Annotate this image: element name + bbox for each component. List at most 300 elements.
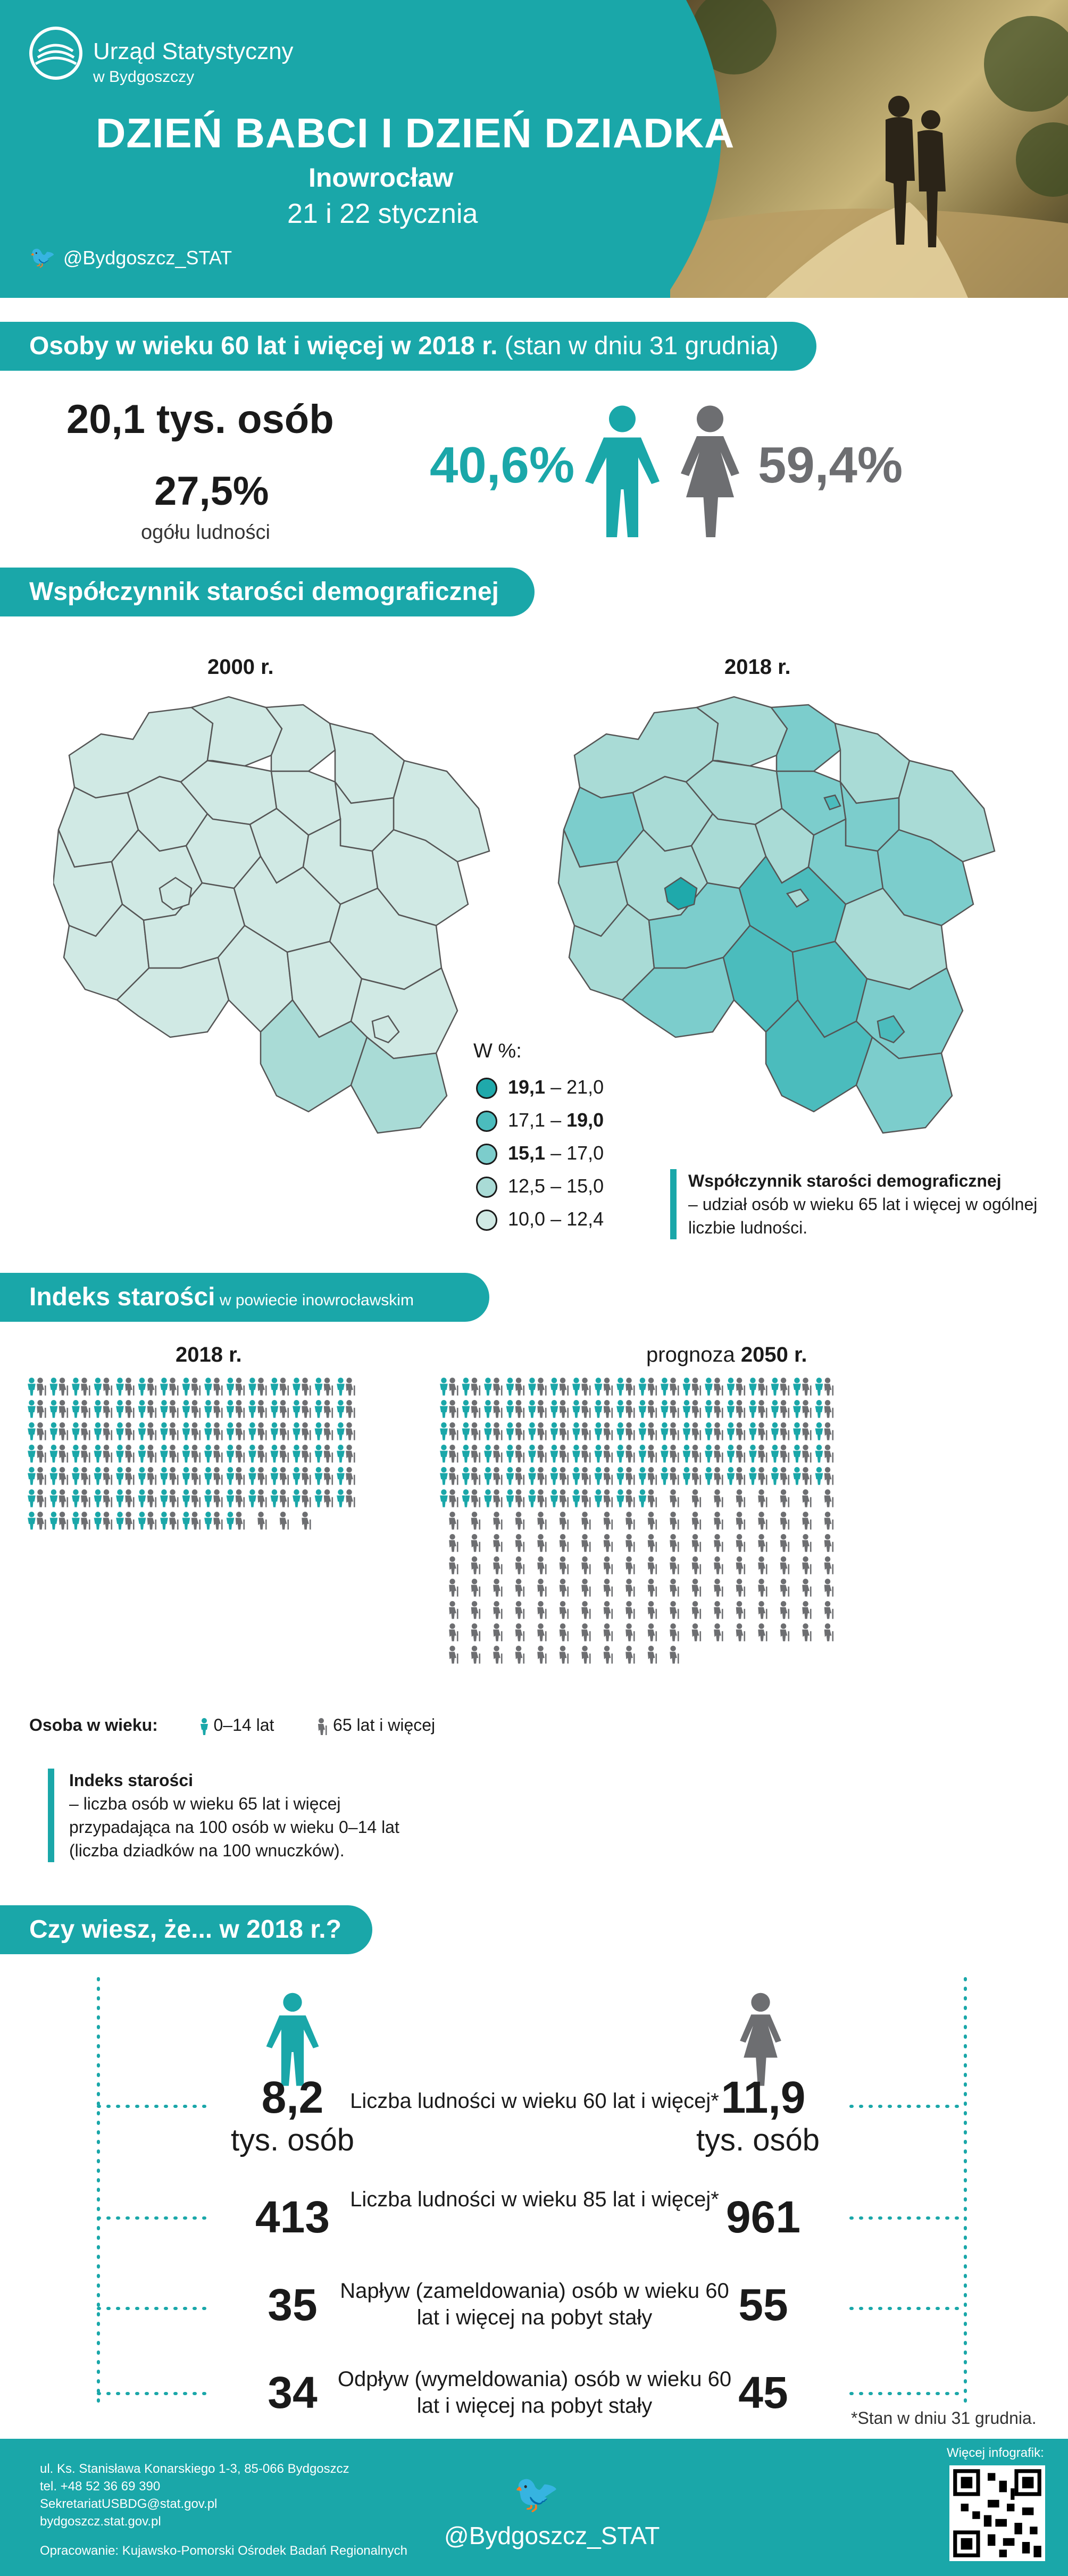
senior-figure	[714, 1579, 723, 1597]
senior-figure	[604, 1579, 613, 1597]
child-figure	[50, 1445, 58, 1463]
child-figure	[616, 1467, 624, 1485]
senior-figure	[302, 1445, 311, 1463]
senior-figure	[37, 1445, 46, 1463]
senior-figure	[493, 1400, 502, 1418]
child-figure	[72, 1489, 80, 1507]
people-legend-label: Osoba w wieku:	[29, 1715, 158, 1735]
section1-title-bold: Osoby w wieku 60 lat i więcej w 2018 r.	[29, 332, 498, 360]
senior-figure	[625, 1512, 635, 1530]
legend-row: 19,1 – 21,0	[476, 1074, 604, 1100]
child-figure	[550, 1400, 558, 1418]
senior-figure	[537, 1579, 546, 1597]
senior-figure	[824, 1378, 833, 1396]
child-figure	[160, 1489, 168, 1507]
senior-figure	[515, 1601, 524, 1619]
legend-row: 17,1 – 19,0	[476, 1107, 604, 1133]
child-figure	[94, 1489, 102, 1507]
senior-figure	[493, 1623, 502, 1641]
child-figure	[116, 1489, 124, 1507]
senior-figure	[191, 1378, 201, 1396]
address: ul. Ks. Stanisława Konarskiego 1-3, 85-066 Bydgoszcz	[40, 2462, 349, 2476]
legend-swatch-2	[476, 1111, 497, 1132]
senior-figure	[515, 1400, 524, 1418]
senior-figure	[648, 1400, 657, 1418]
senior-figure	[604, 1378, 613, 1396]
senior-figure	[824, 1489, 833, 1507]
senior-figure	[648, 1601, 657, 1619]
senior-figure	[560, 1623, 569, 1641]
senior-figure	[604, 1556, 613, 1574]
child-figure	[683, 1445, 691, 1463]
senior-figure	[125, 1489, 134, 1507]
share-60plus: 27,5%	[154, 469, 269, 514]
senior-figure	[346, 1400, 355, 1418]
child-figure	[727, 1378, 735, 1396]
legend-swatch-1	[476, 1078, 497, 1099]
senior-figure	[714, 1601, 723, 1619]
senior-figure	[169, 1489, 178, 1507]
child-figure	[528, 1467, 536, 1485]
senior-figure	[537, 1445, 546, 1463]
legend-young-label: 0–14 lat	[213, 1715, 274, 1735]
definition-title: Współczynnik starości demograficznej	[688, 1171, 1002, 1190]
senior-figure	[581, 1534, 590, 1552]
senior-figure	[581, 1579, 590, 1597]
legend-to: 19,0	[566, 1109, 604, 1131]
senior-figure	[625, 1400, 635, 1418]
senior-figure	[560, 1422, 569, 1440]
senior-figure	[280, 1445, 289, 1463]
child-figure	[462, 1400, 470, 1418]
senior-figure	[537, 1534, 546, 1552]
legend-from: 15,1	[508, 1142, 546, 1164]
child-figure	[484, 1400, 492, 1418]
senior-figure	[537, 1646, 546, 1664]
senior-figure	[625, 1623, 635, 1641]
definition-text: – liczba osób w wieku 65 lat i więcej przypadająca na 100 osób w wieku 0–14 lat (liczba dziadków na 100 wnuczków).	[69, 1794, 399, 1860]
senior-figure	[714, 1623, 723, 1641]
child-figure	[160, 1445, 168, 1463]
child-figure	[28, 1489, 36, 1507]
senior-figure	[802, 1623, 811, 1641]
child-figure	[440, 1467, 448, 1485]
senior-figure	[236, 1489, 245, 1507]
senior-figure	[802, 1422, 811, 1440]
child-figure	[116, 1445, 124, 1463]
senior-figure	[125, 1445, 134, 1463]
child-figure	[204, 1378, 212, 1396]
senior-figure	[302, 1400, 311, 1418]
child-figure	[160, 1400, 168, 1418]
senior-figure	[714, 1556, 723, 1574]
child-figure	[28, 1467, 36, 1485]
senior-figure	[692, 1378, 701, 1396]
child-figure	[661, 1400, 669, 1418]
child-figure	[683, 1467, 691, 1485]
senior-figure	[302, 1512, 311, 1530]
senior-figure	[169, 1445, 178, 1463]
child-figure	[616, 1400, 624, 1418]
child-figure	[440, 1400, 448, 1418]
senior-figure	[802, 1579, 811, 1597]
senior-figure	[758, 1445, 767, 1463]
map-2000	[53, 691, 521, 1144]
senior-figure	[581, 1601, 590, 1619]
child-figure	[160, 1467, 168, 1485]
women-inflow: 55	[738, 2280, 788, 2330]
senior-figure	[670, 1422, 679, 1440]
men-85plus: 413	[255, 2192, 330, 2242]
senior-figure	[280, 1489, 289, 1507]
child-figure	[506, 1467, 514, 1485]
senior-figure	[471, 1445, 480, 1463]
senior-figure	[324, 1467, 333, 1485]
senior-figure	[802, 1512, 811, 1530]
senior-figure	[736, 1400, 745, 1418]
people-legend	[29, 1715, 435, 1735]
senior-figure	[780, 1378, 789, 1396]
child-figure	[72, 1512, 80, 1530]
senior-figure	[37, 1378, 46, 1396]
senior-figure	[324, 1400, 333, 1418]
legend-to: 15,0	[566, 1175, 604, 1197]
child-figure	[182, 1512, 190, 1530]
senior-figure	[648, 1422, 657, 1440]
senior-figure	[59, 1489, 68, 1507]
child-figure	[506, 1422, 514, 1440]
senior-figure	[560, 1400, 569, 1418]
child-figure	[28, 1400, 36, 1418]
child-figure	[484, 1467, 492, 1485]
senior-figure	[824, 1601, 833, 1619]
definition-aging-index	[48, 1769, 410, 1862]
senior-figure	[780, 1422, 789, 1440]
child-figure	[315, 1422, 323, 1440]
child-figure	[506, 1489, 514, 1507]
child-figure	[72, 1422, 80, 1440]
child-figure	[462, 1467, 470, 1485]
senior-figure	[692, 1556, 701, 1574]
senior-figure	[692, 1445, 701, 1463]
senior-figure	[581, 1445, 590, 1463]
senior-figure	[236, 1445, 245, 1463]
page-title: DZIEŃ BABCI I DZIEŃ DZIADKA	[96, 110, 735, 156]
child-figure	[72, 1378, 80, 1396]
child-figure	[138, 1489, 146, 1507]
senior-figure	[449, 1400, 458, 1418]
child-figure	[204, 1422, 212, 1440]
senior-figure	[213, 1512, 222, 1530]
twitter-handle-footer[interactable]: @Bydgoszcz_STAT	[444, 2522, 660, 2549]
section-title-did-you-know: Czy wiesz, że... w 2018 r.?	[0, 1905, 372, 1954]
legend-to: 12,4	[566, 1208, 604, 1230]
child-figure	[227, 1512, 235, 1530]
senior-figure	[191, 1489, 201, 1507]
senior-figure	[824, 1579, 833, 1597]
senior-figure	[714, 1534, 723, 1552]
child-figure	[94, 1445, 102, 1463]
logo-name: Urząd Statystyczny	[93, 38, 294, 64]
senior-figure	[648, 1534, 657, 1552]
child-figure	[771, 1378, 779, 1396]
senior-figure	[692, 1422, 701, 1440]
senior-figure	[670, 1556, 679, 1574]
child-figure	[293, 1445, 301, 1463]
senior-figure	[537, 1556, 546, 1574]
senior-figure	[604, 1512, 613, 1530]
child-figure	[50, 1512, 58, 1530]
child-figure	[204, 1467, 212, 1485]
child-figure	[639, 1378, 647, 1396]
child-figure	[727, 1400, 735, 1418]
twitter-handle-text: @Bydgoszcz_STAT	[63, 247, 232, 269]
child-figure	[315, 1378, 323, 1396]
child-figure	[528, 1400, 536, 1418]
men-outflow: 34	[268, 2367, 318, 2417]
child-figure	[271, 1378, 279, 1396]
child-figure	[572, 1422, 580, 1440]
senior-figure	[515, 1623, 524, 1641]
child-figure	[462, 1378, 470, 1396]
senior-figure	[736, 1623, 745, 1641]
child-figure	[595, 1422, 603, 1440]
senior-figure	[191, 1512, 201, 1530]
section-title-aging-index	[0, 1273, 489, 1322]
child-figure	[138, 1400, 146, 1418]
child-figure	[227, 1445, 235, 1463]
senior-figure	[493, 1646, 502, 1664]
child-figure	[793, 1422, 801, 1440]
senior-figure	[736, 1489, 745, 1507]
senior-figure	[493, 1512, 502, 1530]
website-link[interactable]: bydgoszcz.stat.gov.pl	[40, 2514, 161, 2529]
child-figure	[160, 1378, 168, 1396]
child-figure	[160, 1512, 168, 1530]
child-figure	[248, 1422, 256, 1440]
child-figure	[705, 1445, 713, 1463]
child-figure	[683, 1400, 691, 1418]
child-figure	[28, 1445, 36, 1463]
email-link[interactable]: SekretariatUSBDG@stat.gov.pl	[40, 2497, 218, 2511]
senior-figure	[581, 1400, 590, 1418]
senior-figure	[81, 1512, 90, 1530]
senior-figure	[515, 1579, 524, 1597]
child-figure	[315, 1467, 323, 1485]
child-figure	[550, 1422, 558, 1440]
senior-figure	[581, 1467, 590, 1485]
child-figure	[661, 1445, 669, 1463]
share-label: ogółu ludności	[141, 521, 270, 544]
child-figure	[271, 1400, 279, 1418]
senior-figure	[81, 1378, 90, 1396]
senior-figure	[125, 1467, 134, 1485]
child-figure	[462, 1445, 470, 1463]
senior-figure	[648, 1378, 657, 1396]
senior-figure	[604, 1445, 613, 1463]
child-figure	[639, 1489, 647, 1507]
row-label-inflow: Napływ (zameldowania) osób w wieku 60 lat i więcej na pobyt stały	[340, 2279, 729, 2329]
child-figure	[138, 1512, 146, 1530]
child-figure	[315, 1445, 323, 1463]
senior-figure	[213, 1422, 222, 1440]
child-figure	[572, 1378, 580, 1396]
senior-figure	[802, 1556, 811, 1574]
legend-row: 10,0 – 12,4	[476, 1206, 604, 1232]
child-figure	[182, 1467, 190, 1485]
senior-figure	[625, 1489, 635, 1507]
senior-figure	[560, 1512, 569, 1530]
child-figure	[484, 1489, 492, 1507]
senior-figure	[758, 1378, 767, 1396]
child-figure	[138, 1445, 146, 1463]
child-figure	[815, 1467, 823, 1485]
child-figure	[293, 1489, 301, 1507]
senior-figure	[648, 1579, 657, 1597]
senior-figure	[802, 1534, 811, 1552]
senior-figure	[625, 1579, 635, 1597]
child-figure	[182, 1445, 190, 1463]
senior-figure	[191, 1422, 201, 1440]
child-icon	[199, 1718, 209, 1735]
senior-figure	[103, 1378, 112, 1396]
senior-figure	[257, 1400, 266, 1418]
child-figure	[528, 1378, 536, 1396]
child-figure	[484, 1378, 492, 1396]
senior-figure	[81, 1445, 90, 1463]
child-figure	[506, 1445, 514, 1463]
legend-from: 12,5	[508, 1175, 546, 1197]
child-figure	[248, 1489, 256, 1507]
child-figure	[639, 1467, 647, 1485]
child-figure	[182, 1400, 190, 1418]
senior-figure	[736, 1445, 745, 1463]
senior-figure	[758, 1489, 767, 1507]
senior-figure	[758, 1623, 767, 1641]
senior-figure	[191, 1467, 201, 1485]
child-figure	[484, 1422, 492, 1440]
senior-figure	[169, 1467, 178, 1485]
senior-figure	[670, 1400, 679, 1418]
senior-figure	[692, 1512, 701, 1530]
child-figure	[138, 1422, 146, 1440]
child-figure	[528, 1445, 536, 1463]
senior-figure	[346, 1378, 355, 1396]
legend-from: 10,0	[508, 1208, 546, 1230]
definition-text: – udział osób w wieku 65 lat i więcej w ogólnej liczbie ludności.	[688, 1195, 1038, 1237]
child-figure	[227, 1378, 235, 1396]
senior-figure	[280, 1378, 289, 1396]
senior-figure	[802, 1467, 811, 1485]
senior-figure	[670, 1601, 679, 1619]
senior-figure	[449, 1422, 458, 1440]
senior-figure	[169, 1512, 178, 1530]
child-figure	[440, 1489, 448, 1507]
child-figure	[727, 1445, 735, 1463]
child-figure	[705, 1422, 713, 1440]
child-figure	[50, 1489, 58, 1507]
senior-figure	[257, 1422, 266, 1440]
senior-figure	[736, 1512, 745, 1530]
legend-from: 17,1	[508, 1109, 546, 1131]
senior-figure	[257, 1467, 266, 1485]
senior-figure	[449, 1556, 458, 1574]
child-figure	[138, 1378, 146, 1396]
senior-figure	[37, 1489, 46, 1507]
senior-figure	[59, 1378, 68, 1396]
qr-code[interactable]	[949, 2465, 1045, 2561]
senior-figure	[471, 1579, 480, 1597]
senior-figure	[449, 1467, 458, 1485]
senior-figure	[449, 1579, 458, 1597]
senior-figure	[324, 1378, 333, 1396]
legend-title: W %:	[473, 1040, 522, 1062]
child-figure	[72, 1467, 80, 1485]
phone: tel. +48 52 36 69 390	[40, 2479, 161, 2494]
senior-figure	[692, 1467, 701, 1485]
child-figure	[293, 1467, 301, 1485]
child-figure	[793, 1445, 801, 1463]
map-2018	[553, 691, 1032, 1144]
senior-figure	[736, 1422, 745, 1440]
senior-figure	[280, 1512, 289, 1530]
senior-figure	[736, 1378, 745, 1396]
child-figure	[771, 1400, 779, 1418]
senior-figure	[604, 1400, 613, 1418]
senior-figure	[824, 1467, 833, 1485]
child-figure	[506, 1378, 514, 1396]
senior-figure	[346, 1422, 355, 1440]
senior-figure	[37, 1467, 46, 1485]
total-60plus: 20,1 tys. osób	[66, 397, 334, 442]
section1-title-light: (stan w dniu 31 grudnia)	[497, 332, 779, 360]
senior-figure	[648, 1646, 657, 1664]
child-figure	[462, 1489, 470, 1507]
senior-figure	[560, 1601, 569, 1619]
women-85plus: 961	[725, 2192, 801, 2242]
child-figure	[204, 1489, 212, 1507]
senior-figure	[625, 1378, 635, 1396]
senior-figure	[692, 1601, 701, 1619]
senior-figure	[780, 1556, 789, 1574]
senior-figure	[560, 1378, 569, 1396]
senior-figure	[537, 1601, 546, 1619]
senior-figure	[780, 1489, 789, 1507]
senior-figure	[59, 1512, 68, 1530]
child-figure	[572, 1445, 580, 1463]
child-figure	[337, 1489, 345, 1507]
senior-figure	[670, 1378, 679, 1396]
child-figure	[227, 1400, 235, 1418]
twitter-handle-header[interactable]	[29, 245, 232, 270]
senior-figure	[257, 1445, 266, 1463]
senior-figure	[147, 1400, 156, 1418]
city-name: Inowrocław	[308, 163, 454, 193]
child-figure	[94, 1512, 102, 1530]
senior-figure	[346, 1467, 355, 1485]
senior-figure	[471, 1422, 480, 1440]
women-unit: tys. osób	[696, 2123, 820, 2157]
senior-figure	[802, 1445, 811, 1463]
women-outflow: 45	[738, 2367, 788, 2417]
child-figure	[639, 1445, 647, 1463]
child-figure	[94, 1467, 102, 1485]
child-figure	[50, 1378, 58, 1396]
senior-figure	[59, 1422, 68, 1440]
senior-figure	[169, 1400, 178, 1418]
senior-figure	[257, 1489, 266, 1507]
child-figure	[337, 1467, 345, 1485]
